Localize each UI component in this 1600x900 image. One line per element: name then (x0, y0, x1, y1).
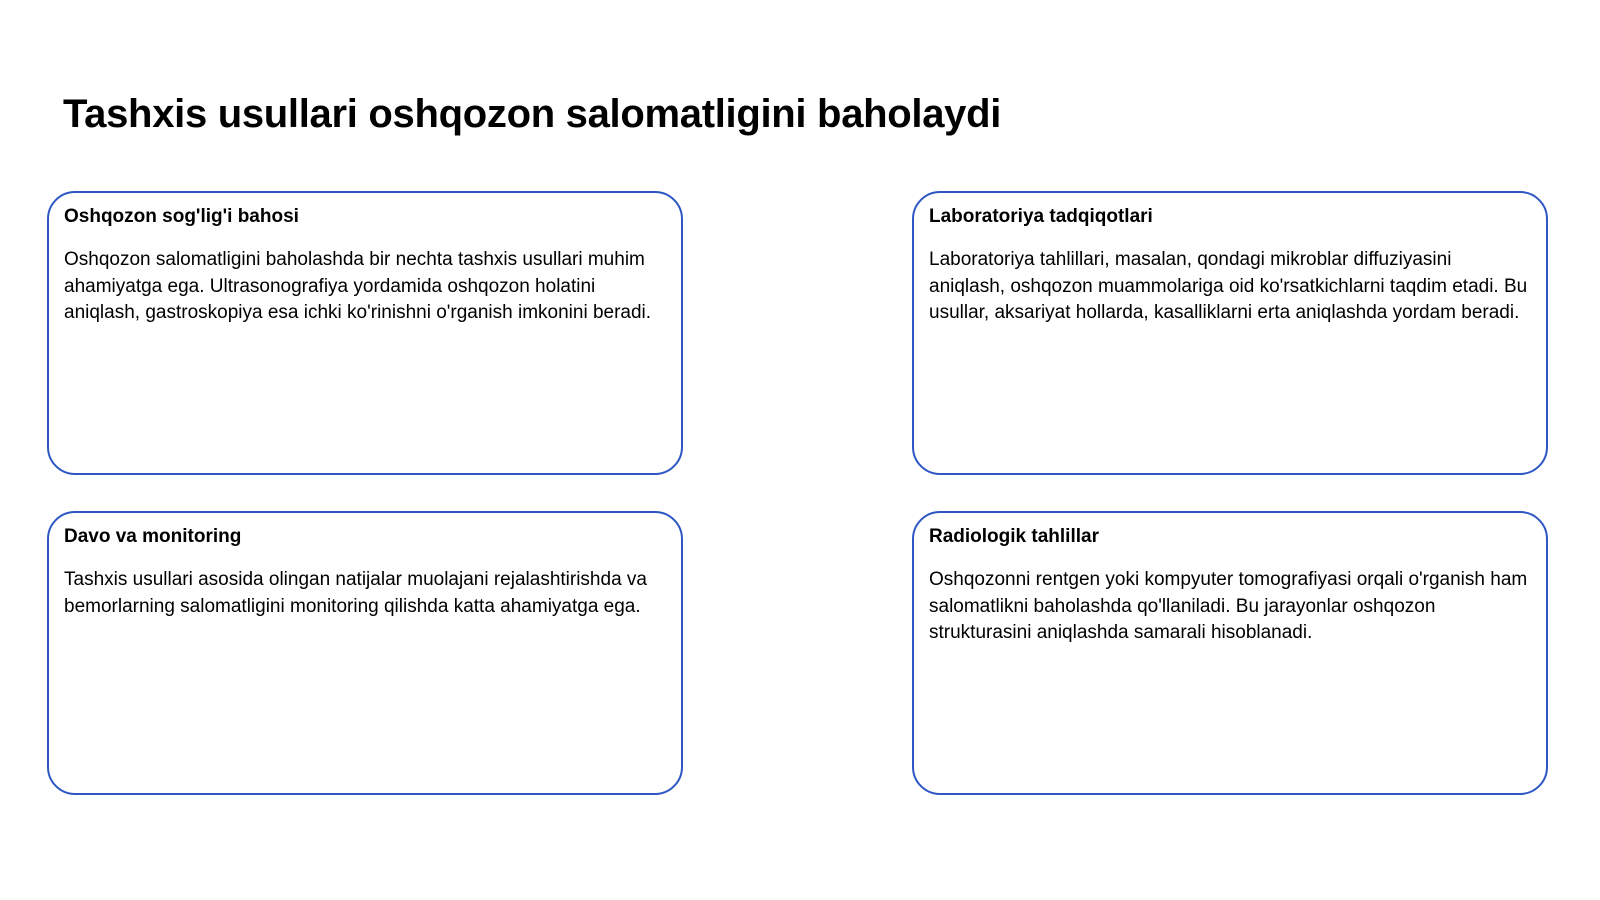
card-title: Davo va monitoring (64, 526, 242, 547)
card-title: Laboratoriya tadqiqotlari (929, 206, 1153, 227)
card-body: Oshqozon salomatligini baholashda bir nechta tashxis usullari muhim ahamiyatga ega. Ultrasonografiya yordamida oshqozon holatini aniqlash, gastroskopiya esa ichki ko'rinishni o'rganish imkonini beradi. (64, 249, 652, 323)
card-body: Tashxis usullari asosida olingan natijalar muolajani rejalashtirishda va bemorlarning salomatligini monitoring qilishda katta ahamiyatga ega. (64, 569, 647, 617)
card-title: Radiologik tahlillar (929, 526, 1099, 547)
slide-title: Tashxis usullari oshqozon salomatligini baholaydi (63, 92, 1002, 136)
card-radiologic-analyses (912, 511, 1548, 795)
card-body: Laboratoriya tahlillari, masalan, qondagi mikroblar diffuziyasini aniqlash, oshqozon muammolariga oid ko'rsatkichlarni taqdim etadi. Bu usullar, aksariyat hollarda, kasalliklarni erta aniqlashda yordam beradi. (929, 249, 1528, 323)
card-stomach-health-assessment (47, 191, 683, 475)
card-laboratory-research (912, 191, 1548, 475)
card-treatment-monitoring (47, 511, 683, 795)
card-body: Oshqozonni rentgen yoki kompyuter tomografiyasi orqali o'rganish ham salomatlikni baholashda qo'llaniladi. Bu jarayonlar oshqozon strukturasini aniqlashda samarali hisoblanadi. (929, 569, 1528, 643)
card-title: Oshqozon sog'lig'i bahosi (64, 206, 299, 227)
